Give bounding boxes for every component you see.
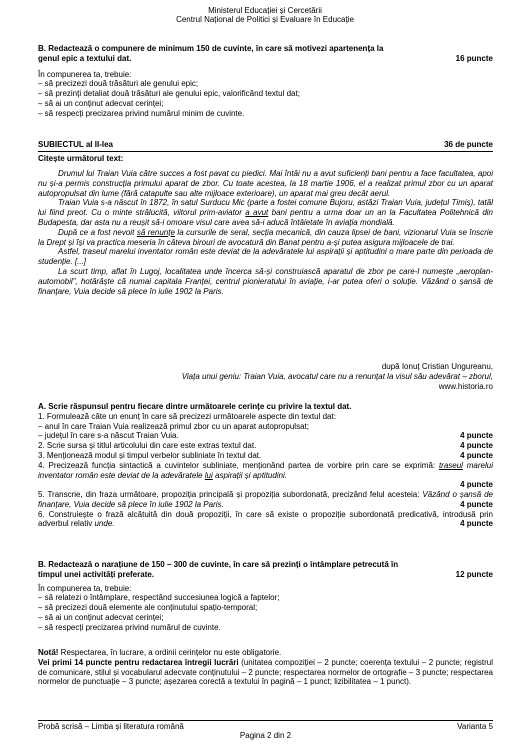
question-5-points: 4 puncte — [460, 499, 493, 509]
passage-paragraph: Drumul lui Traian Vuia către succes a fost pavat cu piedici. Mai întâi nu a avut suficienți bani pentru a face facultatea, apoi nu și-a permis construcția primului aparat de zbor. Cu toate acestea, la 18 martie 1906, el a realizat primul zbor cu un aparat autopropulsat din lume (fără catapulte sau alte mijloace exterioare), un aparat mai greu decât aerul. — [38, 169, 493, 198]
question-4-points: 4 puncte — [460, 480, 493, 490]
passage-paragraph: Astfel, traseul marelui inventator român este deviat de la adevăratele lui aspirații și aptitudini o mare parte din perioada de studenție. [...] — [38, 247, 493, 267]
read-instruction: Citește următorul text: — [38, 154, 124, 163]
section-b-points: 16 puncte — [455, 53, 493, 63]
section-b2-points: 12 puncte — [455, 569, 493, 579]
subject-2-header — [38, 140, 493, 150]
question-3: 3. Menționează modul și timpul verbelor subliniate în textul dat. — [38, 450, 262, 460]
question-6-points: 4 puncte — [460, 519, 493, 529]
subject-2-title: SUBIECTUL al II-lea — [38, 140, 113, 149]
passage-paragraph: Traian Vuia s-a născut în 1872, în satul Surducu Mic (parte a fostei comune Bujoru, astăzi Traian Vuia, județul Timiș), tatăl lui fiind preot. Cu o minte strălucită, viitorul prim-aviator a avut bani pentru a urma doar un an la Facultatea Politehnică din Budapesta, dar asta nu a reușit să-i omoare visul care avea să-i aducă întâietate în aviația mondială. — [38, 198, 494, 227]
section-b-item: – să prezinți detaliat două trăsături ale genului epic, valorificând textul dat; — [38, 89, 300, 99]
section-b2-heading-cont: timpul unei activități preferate. — [38, 569, 155, 579]
footer-divider — [38, 720, 493, 721]
section-b-intro: În compunerea ta, trebuie: — [38, 69, 132, 79]
ministry-header — [0, 6, 530, 24]
footer-variant: Varianta 5 — [457, 722, 493, 731]
section-b2-item: – să ai un conținut adecvat cerinței; — [38, 612, 164, 622]
note-label: Notă! — [38, 648, 59, 657]
underlined-verb: să renunțe — [136, 227, 175, 237]
question-4: 4. Precizează funcția sintactică a cuvintelor subliniate, menționând partea de vorbire prin care se exprimă: traseul marelui inventator român este deviat de la adevăratele lui aspirații și aptitudini. — [38, 460, 493, 480]
ministry-name: Ministerul Educației și Cercetării — [208, 6, 322, 15]
section-b-narrative — [38, 560, 493, 633]
note-text: Respectarea, în lucrare, a ordinii cerințelor nu este obligatorie. — [58, 648, 282, 657]
section-b2-item: – să relatezi o întâmplare, respectând succesiunea logică a faptelor; — [38, 593, 280, 603]
question-1-points: 4 puncte — [460, 431, 493, 441]
section-a-heading: A. Scrie răspunsul pentru fiecare dintre următoarele cerințe cu privire la textul dat. — [38, 402, 352, 411]
source-citation — [38, 362, 493, 391]
question-3-points: 4 puncte — [460, 450, 493, 460]
grading-note — [38, 648, 493, 687]
section-b-item: – să ai un conținut adecvat cerinței; — [38, 98, 164, 108]
footer-exam-name: Probă scrisă – Limba și literatura română — [38, 722, 184, 731]
section-b-item: – să respecți precizarea privind numărul minim de cuvinte. — [38, 108, 245, 118]
section-b2-item: – să precizezi două elemente ale conținutului spațio-temporal; — [38, 603, 258, 613]
question-2-points: 4 puncte — [460, 441, 493, 451]
source-author: după Ionuț Cristian Ungureanu, — [381, 362, 493, 371]
question-6: 6. Construiește o frază alcătuită din două propoziții, în care să existe o propoziție subordonată predicativă, introdusă prin adverbul relativ unde. — [38, 509, 493, 529]
center-name: Centrul Național de Politici și Evaluare în Educație — [176, 15, 354, 24]
question-1a: – anul în care Traian Vuia realizează primul zbor cu un aparat autopropulsat; — [38, 421, 309, 431]
note-scoring: Vei primi 14 puncte pentru redactarea întregii lucrări (unitatea compoziției – 2 puncte; coerența textului – 2 puncte; registrul de comunicare, stilul și vocabularul adecvate conținutului – 2 puncte; respectarea normelor de ortografie – 3 puncte; respectarea normelor de punctuație – 3 puncte; așezarea corectă a textului în pagină – 1 punct; lizibilitatea – 1 punct). — [38, 657, 494, 687]
question-5: 5. Transcrie, din fraza următoare, propoziția principală și propoziția subordonată, precizând felul acesteia: Văzând o șansă de finanțare, Vuia decide să plece în iulie 1902 la Paris. — [38, 490, 493, 509]
section-b-item: – să precizezi două trăsături ale genului epic; — [38, 79, 199, 89]
section-a — [38, 402, 493, 529]
page-footer — [38, 722, 493, 740]
underlined-verb: a avut — [245, 208, 269, 218]
section-b2-heading: B. Redactează o narațiune de 150 – 300 de cuvinte, în care să prezinți o întâmplare petrecută în — [38, 560, 399, 569]
subject-divider — [38, 151, 493, 152]
passage-paragraph: După ce a fost nevoit să renunțe la cursurile de seral, secția mecanică, din cauza lipsei de bani, vizionarul Vuia se înscrie la Drept și își va practica meseria în câteva birouri de avocatură din Banat pentru a-și putea asigura mijloacele de trai. — [38, 227, 493, 247]
section-b-essay — [38, 44, 493, 119]
section-b2-item: – să respecți precizarea privind numărul de cuvinte. — [38, 622, 221, 632]
source-title: Viața unui geniu: Traian Vuia, avocatul care nu a renunțat la visul său adevărat – zborul, — [181, 371, 493, 381]
section-b-heading: B. Redactează o compunere de minimum 150 de cuvinte, în care să motivezi apartenența la — [38, 44, 384, 53]
reading-passage — [38, 169, 493, 296]
passage-paragraph: La scurt timp, aflat în Lugoj, localitatea unde încerca să-și construiască aparatul de zbor pe care-l numește „aeroplan-automobil”, hotărăște că numai capitala Franței, centrul pionieratului în aviație, i-ar putea oferi o soluție. Văzând o șansă de finanțare, Vuia decide să plece în iulie 1902 la Paris. — [38, 266, 493, 296]
section-b2-intro: În compunerea ta, trebuie: — [38, 583, 132, 593]
question-1: 1. Formulează câte un enunț în care să precizezi următoarele aspecte din textul dat: — [38, 411, 336, 421]
page-number: Pagina 2 din 2 — [239, 731, 292, 740]
subject-2-points: 36 de puncte — [444, 140, 493, 149]
question-2: 2. Scrie sursa și titlul articolului din care este extras textul dat. — [38, 441, 257, 451]
source-url: www.historia.ro — [438, 381, 493, 391]
question-1b: – județul în care s-a născut Traian Vuia. — [38, 431, 179, 441]
section-b-heading-cont: genul epic a textului dat. — [38, 53, 132, 63]
